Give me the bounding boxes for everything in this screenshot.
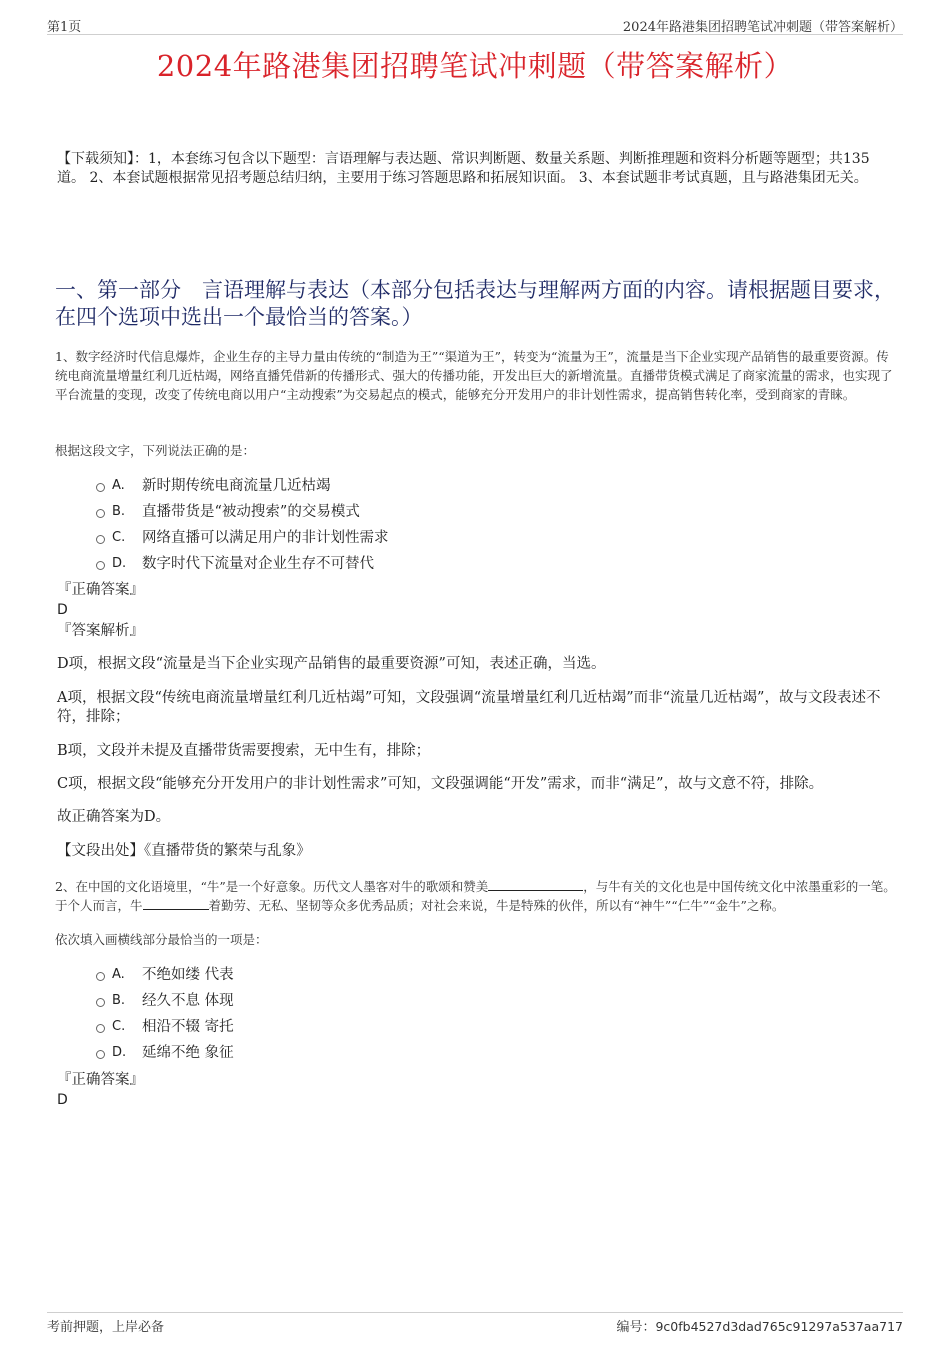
analysis-item: D项，根据文段“流量是当下企业实现产品销售的最重要资源”可知，表述正确，当选。 [57,656,606,672]
radio-icon[interactable] [96,535,105,544]
page-number: 第1页 [47,20,82,35]
option-d[interactable]: D. 延绵不绝 象征 [96,1040,234,1066]
option-c[interactable]: C. 网络直播可以满足用户的非计划性需求 [96,525,389,551]
answer-label: 『正确答案』 [57,582,144,598]
answer-label: 『正确答案』 [57,1072,144,1088]
footer-slogan: 考前押题，上岸必备 [47,1320,165,1335]
page-header [47,14,903,35]
option-a[interactable]: A. 不绝如缕 代表 [96,962,234,988]
analysis-item: 故正确答案为D。 [57,809,171,825]
analysis-item: B项，文段并未提及直播带货需要搜索，无中生有，排除； [57,743,431,759]
question-1-stem: 1、数字经济时代信息爆炸，企业生存的主导力量由传统的“制造为王”“渠道为王”，转变为“流量为王”，流量是当下企业实现产品销售的最重要资源。传统电商流量增量红利几近枯竭，网络直播凭借新的传播形式、强大的传播功能，开发出巨大的新增流量。直播带货模式满足了商家流量的需求，也实现了平台流量的变现，改变了传统电商以用户“主动搜索”为交易起点的模式，能够充分开发用户的非计划性需求，提高销售转化率，受到商家的青睐。 [55,349,893,402]
analysis-item: C项，根据文段“能够充分开发用户的非计划性需求”可知，文段强调能“开发”需求，而非“满足”，故与文意不符，排除。 [57,776,824,792]
radio-icon[interactable] [96,561,105,570]
option-c[interactable]: C. 相沿不辍 寄托 [96,1014,234,1040]
page-footer [47,1312,903,1335]
question-2-stem: 2、在中国的文化语境里，“牛”是一个好意象。历代文人墨客对牛的歌颂和赞美 ，与牛有关的文化也是中国传统文化中浓墨重彩的一笔。于个人而言，牛 着勤劳、无私、坚韧等众多优秀品质；对社会来说，牛是特殊的伙伴，所以有“神牛”“仁牛”“金牛”之称。 [55,879,896,913]
question-2-options [96,962,234,1066]
source-note: 【文段出处】《直播带货的繁荣与乱象》 [57,843,311,859]
option-a[interactable]: A. 新时期传统电商流量几近枯竭 [96,473,389,499]
footer-code: 编号：9c0fb4527d3dad765c91297a537aa717 [616,1319,903,1335]
radio-icon[interactable] [96,972,105,981]
answer-value: D [57,602,68,618]
radio-icon[interactable] [96,509,105,518]
fill-blank [488,878,583,891]
option-b[interactable]: B. 直播带货是“被动搜索”的交易模式 [96,499,389,525]
document-title: 2024年路港集团招聘笔试冲刺题（带答案解析） [156,49,794,83]
question-2-prompt: 依次填入画横线部分最恰当的一项是： [55,932,268,947]
download-notice: 【下载须知】：1，本套练习包含以下题型：言语理解与表达题、常识判断题、数量关系题、判断推理题和资料分析题等题型；共135道。 2、本套试题根据常见招考题总结归纳，主要用于练习答题思路和拓展知识面。 3、本套试题非考试真题，且与路港集团无关。 [57,151,870,186]
answer-value: D [57,1092,68,1108]
analysis-item: A项，根据文段“传统电商流量增量红利几近枯竭”可知，文段强调“流量增量红利几近枯竭”而非“流量几近枯竭”，故与文段表述不符，排除； [57,690,881,725]
option-b[interactable]: B. 经久不息 体现 [96,988,234,1014]
question-1-options [96,473,389,577]
option-d[interactable]: D. 数字时代下流量对企业生存不可替代 [96,551,389,577]
question-1-prompt: 根据这段文字，下列说法正确的是： [55,443,256,458]
radio-icon[interactable] [96,1024,105,1033]
section-heading: 一、第一部分 言语理解与表达（本部分包括表达与理解两方面的内容。请根据题目要求，在四个选项中选出一个最恰当的答案。） [55,278,895,329]
radio-icon[interactable] [96,998,105,1007]
radio-icon[interactable] [96,1050,105,1059]
analysis-label: 『答案解析』 [57,623,144,639]
radio-icon[interactable] [96,483,105,492]
header-doc-title: 2024年路港集团招聘笔试冲刺题（带答案解析） [622,20,903,35]
fill-blank [143,897,209,910]
